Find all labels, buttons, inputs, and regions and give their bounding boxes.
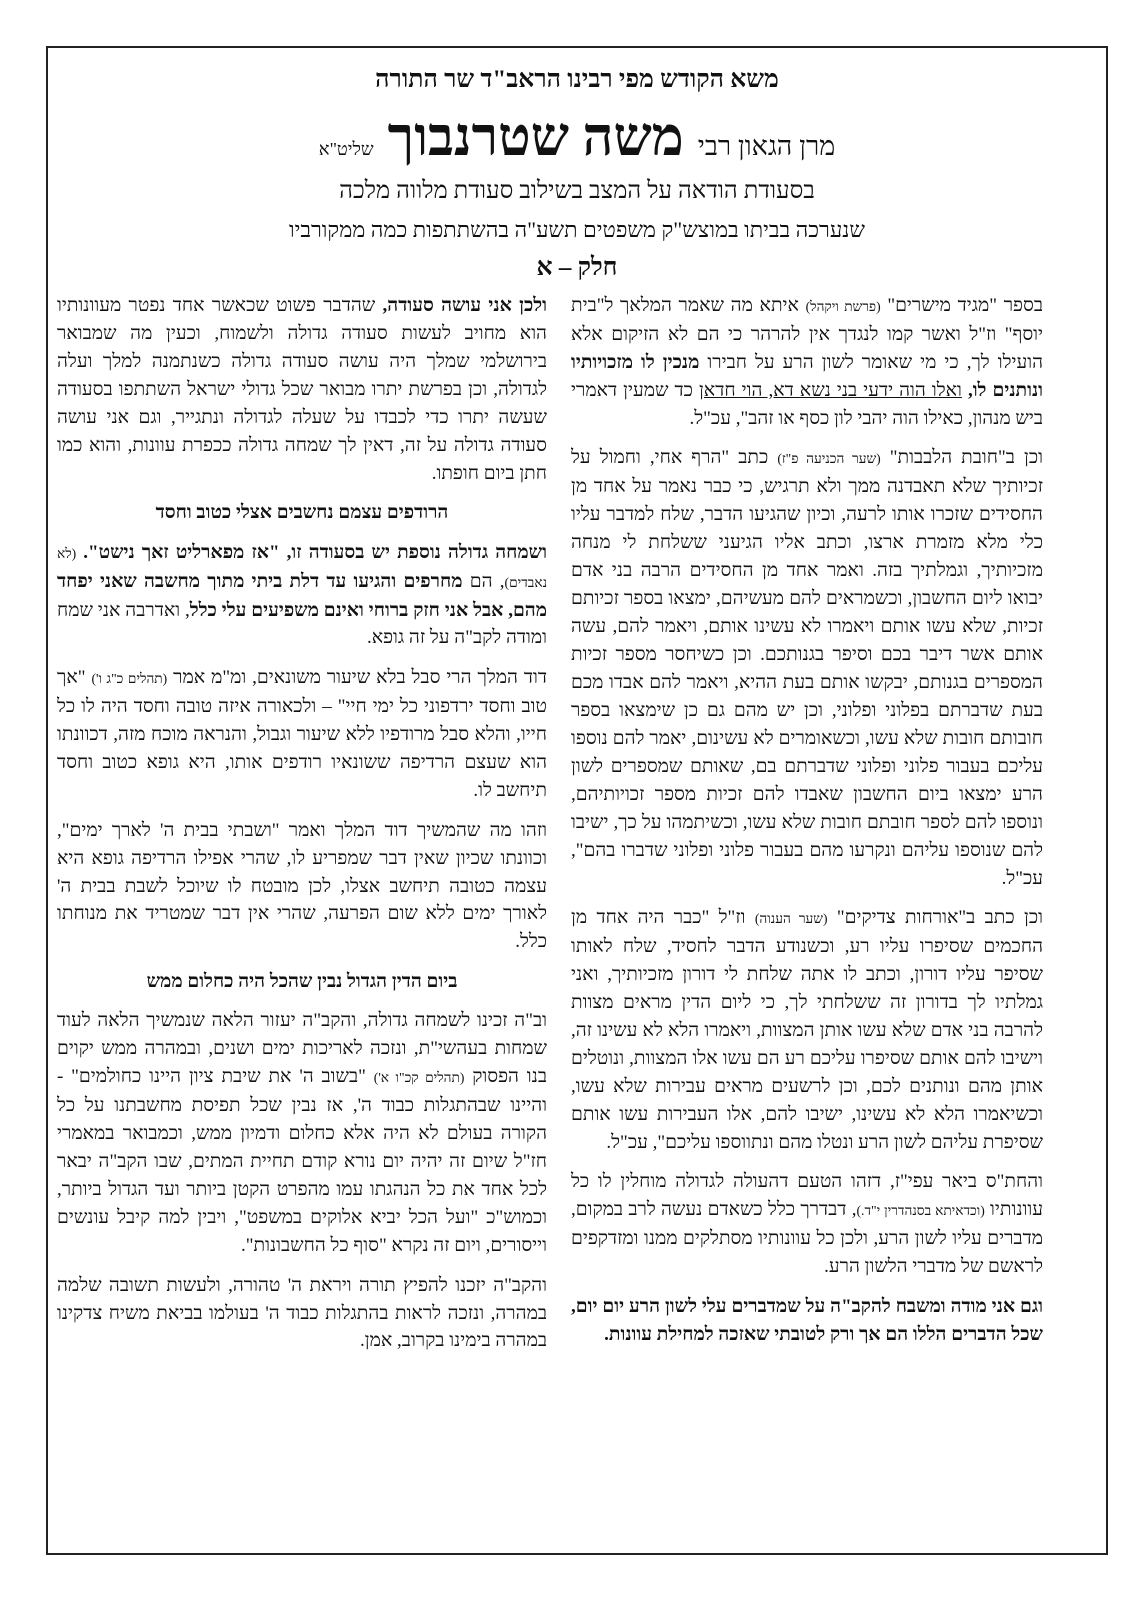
text-run: , הם	[462, 570, 505, 592]
rabbi-title-line	[46, 104, 1108, 170]
text-run: ביום הדין הגדול נבין שהכל היה כחלום ממש	[146, 971, 458, 993]
text-run: וזהו מה שהמשיך דוד המלך ואמר "ושבתי בבית ה' לארך ימים", וכוונתו שכיון שאין דבר שמפריע לו, שהרי אפילו הרדיפה גופא היא עצמה כטובה תיחשב אצלו, לכן מובטח לו שיוכל לשבת בבית ה' לאורך ימים ללא שום הפרעה, שהרי אין דבר שמטריד את מנוחתו כלל.	[57, 819, 547, 953]
text-run: והחת"ס ביאר עפי"ז, דזהו הטעם דהעולה לגדולה מוחלין לו כל עוונותיו	[571, 1171, 1043, 1221]
event-details: שנערכה בביתו במוצש"ק משפטים תשע"ה בהשתתפות כמה ממקורביו	[288, 217, 866, 242]
citation: (לא נאבדים)	[57, 545, 547, 590]
citation: (תהלים קכ"ו א')	[373, 1070, 465, 1086]
rabbi-title-prefix: מרן הגאון רבי	[697, 131, 836, 161]
citation: (תהלים כ"ג ו')	[91, 671, 168, 687]
text-run: "אך טוב וחסד ירדפוני כל ימי חיי" – ולכאורה איזה טובה וחסד היה לו כל חייו, והלא סבל מרודפיו ללא שיעור וגבול, והנראה מוכח מזה, דכוונתו הוא שעצם הרדיפה ששונאיו רודפים אותו, היא גופא כטוב וחסד תיחשב לו.	[57, 667, 547, 801]
underlined-text: ואלו הוה ידעי בני נשא דא, הוי חדאן	[698, 379, 962, 401]
bold-text: מחרפים והגיעו עד דלת ביתי מתוך מחשבה שאני יפחד מהם, אבל אני חזק ברוחי ואינם משפיעים עלי כלל	[57, 570, 547, 621]
citation: (שער הענוה)	[754, 911, 828, 927]
text-run: וז"ל "כבר היה אחד מן החכמים שסיפרו עליו רע, וכשנודע הדבר לחסיד, שלח לאותו שסיפר עליו דורון, וכתב לו אתה שלחת לי דורון מזכיותיך, ואני גמלתיו לך בדורון זה ששלחתי לך, כי ליום הדין מראים מצוות להרבה בני אדם שלא עשו אותן המצוות, ויאמרו הלא לא עשינו זה, וישיבו להם אותם שסיפרו עליכם רע הם עשו אלו המצוות, ונוטלים אותן מהם ונותנים לכם, וכן לרשעים מראים עבירות שלא עשו, וכשיאמרו הלא לא עשינו, ישיבו להם, אלו העבירות עשו אותם שסיפרת עליהם לשון הרע ונטלו מהם ונתווספו עליכם", עכ"ל.	[571, 907, 1043, 1153]
text-run: כד שמעין דאמרי ביש מנהון, כאילו הוה יהבי לון כסף או זהב", עכ"ל.	[571, 379, 1043, 429]
bold-text: מנכין לו מזכויותיו ונותנים לו,	[571, 351, 1043, 401]
rabbi-name: משה שטרנבוך	[387, 107, 684, 167]
text-run: דוד המלך הרי סבל בלא שיעור משונאים, ומ"מ אמר	[167, 667, 547, 689]
text-run: איתא מה שאמר המלאך ל"בית יוסף" וז"ל ואשר קמו לנגדך אין להרהר כי הם לא הזיקום אלא הועילו לך, כי מי שאומר לשון הרע על חבירו	[571, 295, 1043, 373]
event-description: בסעודת הודאה על המצב בשילוב סעודת מלווה מלכה	[339, 178, 815, 204]
text-run: שהדבר פשוט שכאשר אחד נפטר מעוונותיו הוא מחויב לעשות סעודה גדולה ולשמוח, וכעין מה שמבואר בירושלמי שמלך היה עושה סעודה גדולה כשנתמנה למלך ועלה לגדולה, וכן בפרשת יתרו מבואר שכל גדולי ישראל השתתפו בסעודה שעשה יתרו כדי לכבדו על שעלה לגדולה ונתגייר, וגם אני עושה סעודה גדולה על זה, דאין לך שמחה גדולה ככפרת עוונות, והוא כמו חתן ביום חופתו.	[57, 295, 547, 484]
text-run: בספר "מגיד מישרים"	[880, 295, 1043, 316]
citation: (וכדאיתא בסנהדרין י"ד.)	[856, 1203, 985, 1219]
text-run: הרודפים עצמם נחשבים אצלי כטוב וחסד	[155, 502, 449, 524]
bold-text: ולכן אני עושה סעודה,	[382, 295, 547, 316]
part-label: חלק – א	[536, 254, 618, 281]
bold-text: ושמחה גדולה נוספת יש בסעודה זו, "אז מפארליט זאך נישט".	[76, 541, 547, 563]
text-run: וב"ה זכינו לשמחה גדולה, והקב"ה יעזור הלאה שנמשיך הלאה לעוד שמחות בעהשי"ת, ונזכה לאריכות ימים ושנים, ובמהרה ממש יקוים בנו הפסוק	[57, 1010, 547, 1088]
bold-text: וגם אני מודה ומשבח להקב"ה על שמדברים עלי לשון הרע יום יום, שכל הדברים הללו הם אך ורק לטובתי שאזכה למחילת עוונות.	[571, 1295, 1043, 1345]
header-title: משא הקודש מפי רבינו הראב"ד שר התורה	[375, 66, 779, 93]
citation: (פרשת ויקהל)	[805, 299, 881, 314]
text-run: והקב"ה יזכנו להפיץ תורה ויראת ה' טהורה, ולעשות תשובה שלמה במהרה, ונזכה לראות בהתגלות כבוד ה' בעולמו בביאת משיח צדקינו במהרה בימינו בקרוב, אמן.	[57, 1274, 547, 1352]
text-run: "בשוב ה' את שיבת ציון היינו כחולמים" - והיינו שבהתגלות כבוד ה', אז נבין שכל תפיסת מחשבתנו על כל הקורה בעולם לא היה אלא כחלום ודמיון ממש, וכמבואר במאמרי חז"ל שיום זה יהיה יום נורא קודם תחיית המתים, שבו הקב"ה יבאר לכל אחד את כל הנהגתו עמו מהפרט הקטן ביותר ועד הגדול ביותר, וכמוש"כ "ועל הכל יביא אלוקים במשפט", ויבין למה קיבל עונשים וייסורים, ויום זה נקרא "סוף כל החשבונות".	[57, 1066, 547, 1256]
rabbi-honorific: שליט"א	[318, 139, 374, 159]
citation: (שער הכניעה פ"ז)	[777, 451, 881, 467]
text-run: , ואדרבה אני שמח ומודה לקב"ה על זה גופא.	[57, 599, 547, 649]
text-run: וכן ב"חובת הלבבות"	[880, 447, 1043, 469]
text-run: וכן כתב ב"אורחות צדיקים"	[827, 907, 1043, 929]
text-run: כתב "הרף אחי, וחמול על זכיותיך שלא תאבדנה ממך ולא תרגיש, כי כבר נאמר על אחד מן החסידים שזכרו אותו לרעה, וכיון שהגיעו הדבר, שלח למדבר עליו כלי מלא מזמרת ארצו, וכתב אליו הגיעני ששלחת לי מנחה מזכיותיך, וגמלתיך בזה. ואמר אחד מן החסידים הרבה בני אדם יבואו ליום החשבון, וכשמראים להם מעשיהם, ימצאו בספר זכיותם זכיות, שלא עשו אותם ויאמרו לא עשינו אותם, ויאמר להם, עשה אותם אשר דיבר בכם וסיפר בגנותכם. וכן כשיחסר מספר זכיות המספרים בגנותם, יבקשו אותם בעת ההיא, ויאמר להם אבדו מכם בעת שדברתם בפלוני ופלוני, וכן יש מהם גם כן שימצאו בספר חובותם חובות שלא עשו, וכשאומרים לא עשינום, יאמר להם נוספו עליכם בעבור פלוני ופלוני שדברתם בם, שאותם שמספרים לשון הרע ימצאו ביום החשבון שאבדו להם זכיות מספר זכויותיהם, ונוספו להם לספר חובתם חובות שלא עשו, וכשיתמהו על כך, ישיבו להם שנוספו עליהם ונקרעו מהם בעבור פלוני ופלוני שדברו בהם", עכ"ל.	[571, 447, 1043, 889]
text-run: , דבדרך כלל כשאדם נעשה לרב במקום, מדברים עליו לשון הרע, ולכן כל עוונותיו מסתלקים ממנו ומזדקפים לראשם של מדברי הלשון הרע.	[571, 1199, 1043, 1278]
